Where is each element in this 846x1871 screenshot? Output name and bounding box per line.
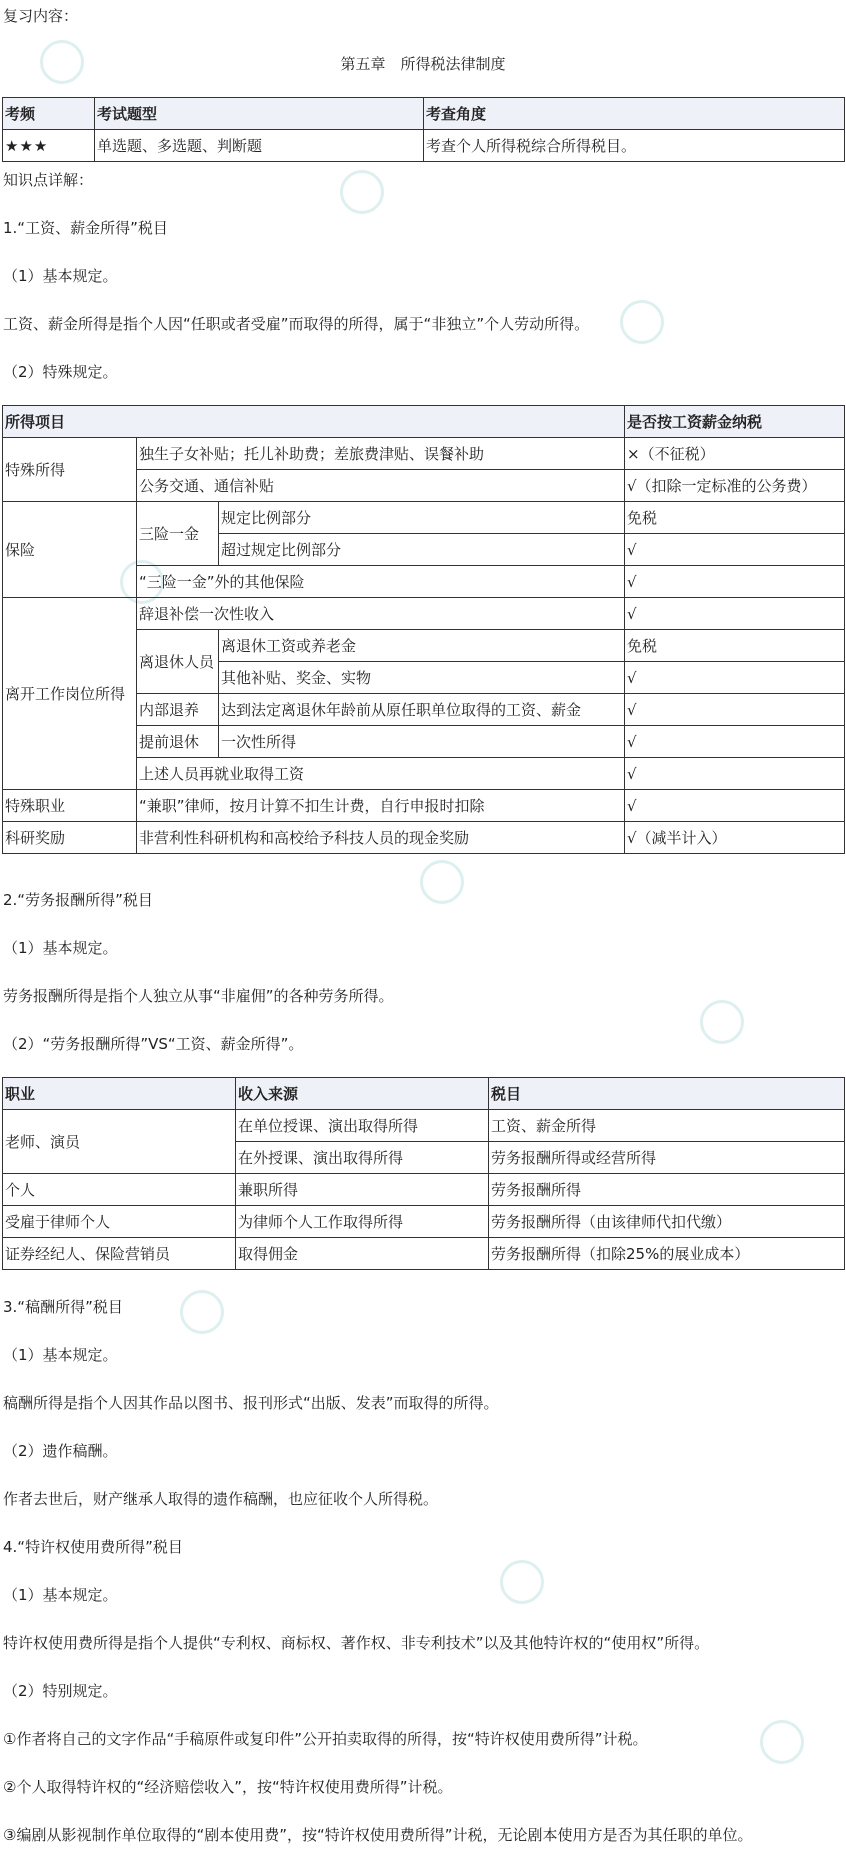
watermark-logo — [700, 1000, 744, 1044]
table-row — [3, 502, 845, 534]
subcategory-cell: 离退休人员 — [137, 630, 219, 694]
section-2-basic-heading: （1）基本规定。 — [3, 939, 118, 957]
table-row — [3, 822, 845, 854]
watermark-ring-icon — [620, 300, 664, 344]
table-cell: 公务交通、通信补贴 — [137, 470, 625, 502]
section-4-special-heading: （2）特别规定。 — [3, 1682, 118, 1700]
table-cell: ×（不征税） — [625, 438, 845, 470]
table-cell: √ — [625, 758, 845, 790]
table-cell: 免税 — [625, 502, 845, 534]
section-4-title: 4.“特许权使用费所得”税目 — [3, 1538, 183, 1556]
table-cell: 兼职所得 — [236, 1174, 489, 1206]
category-cell: 受雇于律师个人 — [3, 1206, 236, 1238]
header-cell: 职业 — [3, 1078, 236, 1110]
table-cell: 劳务报酬所得（由该律师代扣代缴） — [489, 1206, 845, 1238]
header-cell: 收入来源 — [236, 1078, 489, 1110]
table-cell: “三险一金”外的其他保险 — [137, 566, 625, 598]
chapter-title: 第五章 所得税法律制度 — [340, 55, 506, 73]
table-cell: √ — [625, 790, 845, 822]
labor-table — [2, 1077, 845, 1270]
header-cell: 考频 — [3, 98, 95, 130]
table-row — [3, 130, 845, 162]
table-cell: 一次性所得 — [219, 726, 625, 758]
category-cell: 特殊所得 — [3, 438, 137, 502]
table-cell: √ — [625, 662, 845, 694]
table-cell: 规定比例部分 — [219, 502, 625, 534]
category-cell: 个人 — [3, 1174, 236, 1206]
section-3-title: 3.“稿酬所得”税目 — [3, 1298, 123, 1316]
category-cell: 特殊职业 — [3, 790, 137, 822]
header-cell: 考试题型 — [95, 98, 424, 130]
table-row — [3, 790, 845, 822]
section-1-special-heading: （2）特殊规定。 — [3, 363, 118, 381]
table-cell: 在外授课、演出取得所得 — [236, 1142, 489, 1174]
table-cell: 独生子女补贴；托儿补助费；差旅费津贴、误餐补助 — [137, 438, 625, 470]
table-cell: 劳务报酬所得或经营所得 — [489, 1142, 845, 1174]
watermark-logo — [340, 170, 384, 214]
table-row — [3, 1174, 845, 1206]
category-cell: 证券经纪人、保险营销员 — [3, 1238, 236, 1270]
section-4-basic-heading: （1）基本规定。 — [3, 1586, 118, 1604]
watermark-logo — [420, 860, 464, 904]
table-cell: 劳务报酬所得 — [489, 1174, 845, 1206]
table-cell: √ — [625, 534, 845, 566]
watermark-logo — [620, 300, 664, 344]
section-3-posthumous-text: 作者去世后，财产继承人取得的遗作稿酬，也应征收个人所得税。 — [3, 1490, 439, 1508]
section-4-item: ③编剧从影视制作单位取得的“剧本使用费”，按“特许权使用费所得”计税，无论剧本使用方是否为其任职的单位。 — [3, 1826, 753, 1844]
section-3-posthumous-heading: （2）遗作稿酬。 — [3, 1442, 118, 1460]
header-cell: 是否按工资薪金纳税 — [625, 406, 845, 438]
subcategory-cell: 内部退养 — [137, 694, 219, 726]
section-4-item: ②个人取得特许权的“经济赔偿收入”，按“特许权使用费所得”计税。 — [3, 1778, 453, 1796]
table-cell: 劳务报酬所得（扣除25%的展业成本） — [489, 1238, 845, 1270]
category-cell: 离开工作岗位所得 — [3, 598, 137, 790]
section-4-basic-text: 特许权使用费所得是指个人提供“专利权、商标权、著作权、非专利技术”以及其他特许权的“使用权”所得。 — [3, 1634, 710, 1652]
watermark-ring-icon — [700, 1000, 744, 1044]
frequency-stars: ★★★ — [3, 130, 95, 162]
section-4-item: ①作者将自己的文字作品“手稿原件或复印件”公开拍卖取得的所得，按“特许权使用费所得”计税。 — [3, 1730, 648, 1748]
section-2-vs-heading: （2）“劳务报酬所得”VS“工资、薪金所得”。 — [3, 1035, 304, 1053]
section-2-basic-text: 劳务报酬所得是指个人独立从事“非雇佣”的各种劳务所得。 — [3, 987, 394, 1005]
section-1-basic-text: 工资、薪金所得是指个人因“任职或者受雇”而取得的所得，属于“非独立”个人劳动所得。 — [3, 315, 590, 333]
watermark-ring-icon — [500, 1560, 544, 1604]
table-cell: 非营利性科研机构和高校给予科技人员的现金奖励 — [137, 822, 625, 854]
table-cell: √ — [625, 598, 845, 630]
table-cell: √ — [625, 566, 845, 598]
header-cell: 所得项目 — [3, 406, 625, 438]
review-label: 复习内容： — [3, 7, 79, 25]
table-cell: 单选题、多选题、判断题 — [95, 130, 424, 162]
salary-table — [2, 405, 845, 854]
category-cell: 老师、演员 — [3, 1110, 236, 1174]
table-cell: 离退休工资或养老金 — [219, 630, 625, 662]
table-cell: 辞退补偿一次性收入 — [137, 598, 625, 630]
watermark-ring-icon — [760, 1720, 804, 1764]
table-row — [3, 1206, 845, 1238]
table-row — [3, 438, 845, 470]
watermark-logo — [180, 1290, 224, 1334]
table-cell: 考查个人所得税综合所得税目。 — [424, 130, 845, 162]
section-3-basic-heading: （1）基本规定。 — [3, 1346, 118, 1364]
table-row — [3, 1238, 845, 1270]
table-header-row — [3, 98, 845, 130]
table-row — [3, 1110, 845, 1142]
table-cell: 在单位授课、演出取得所得 — [236, 1110, 489, 1142]
table-row — [3, 598, 845, 630]
table-cell: √（扣除一定标准的公务费） — [625, 470, 845, 502]
section-1-title: 1.“工资、薪金所得”税目 — [3, 219, 168, 237]
table-cell: 免税 — [625, 630, 845, 662]
table-header-row — [3, 1078, 845, 1110]
table-cell: 取得佣金 — [236, 1238, 489, 1270]
table-cell: √ — [625, 694, 845, 726]
section-3-basic-text: 稿酬所得是指个人因其作品以图书、报刊形式“出版、发表”而取得的所得。 — [3, 1394, 499, 1412]
subcategory-cell: 提前退休 — [137, 726, 219, 758]
table-cell: 为律师个人工作取得所得 — [236, 1206, 489, 1238]
table-cell: √（减半计入） — [625, 822, 845, 854]
table-header-row — [3, 406, 845, 438]
knowledge-label: 知识点详解： — [3, 171, 94, 189]
subcategory-cell: 三险一金 — [137, 502, 219, 566]
table-cell: “兼职”律师，按月计算不扣生计费，自行申报时扣除 — [137, 790, 625, 822]
section-2-title: 2.“劳务报酬所得”税目 — [3, 891, 153, 909]
header-cell: 考查角度 — [424, 98, 845, 130]
watermark-logo — [760, 1720, 804, 1764]
section-1-basic-heading: （1）基本规定。 — [3, 267, 118, 285]
watermark-ring-icon — [340, 170, 384, 214]
header-cell: 税目 — [489, 1078, 845, 1110]
table-cell: 上述人员再就业取得工资 — [137, 758, 625, 790]
category-cell: 保险 — [3, 502, 137, 598]
category-cell: 科研奖励 — [3, 822, 137, 854]
table-cell: 达到法定离退休年龄前从原任职单位取得的工资、薪金 — [219, 694, 625, 726]
watermark-ring-icon — [420, 860, 464, 904]
table-cell: 工资、薪金所得 — [489, 1110, 845, 1142]
table-cell: 超过规定比例部分 — [219, 534, 625, 566]
table-cell: 其他补贴、奖金、实物 — [219, 662, 625, 694]
watermark-logo — [500, 1560, 544, 1604]
watermark-ring-icon — [180, 1290, 224, 1334]
table-cell: √ — [625, 726, 845, 758]
overview-table — [2, 97, 845, 162]
